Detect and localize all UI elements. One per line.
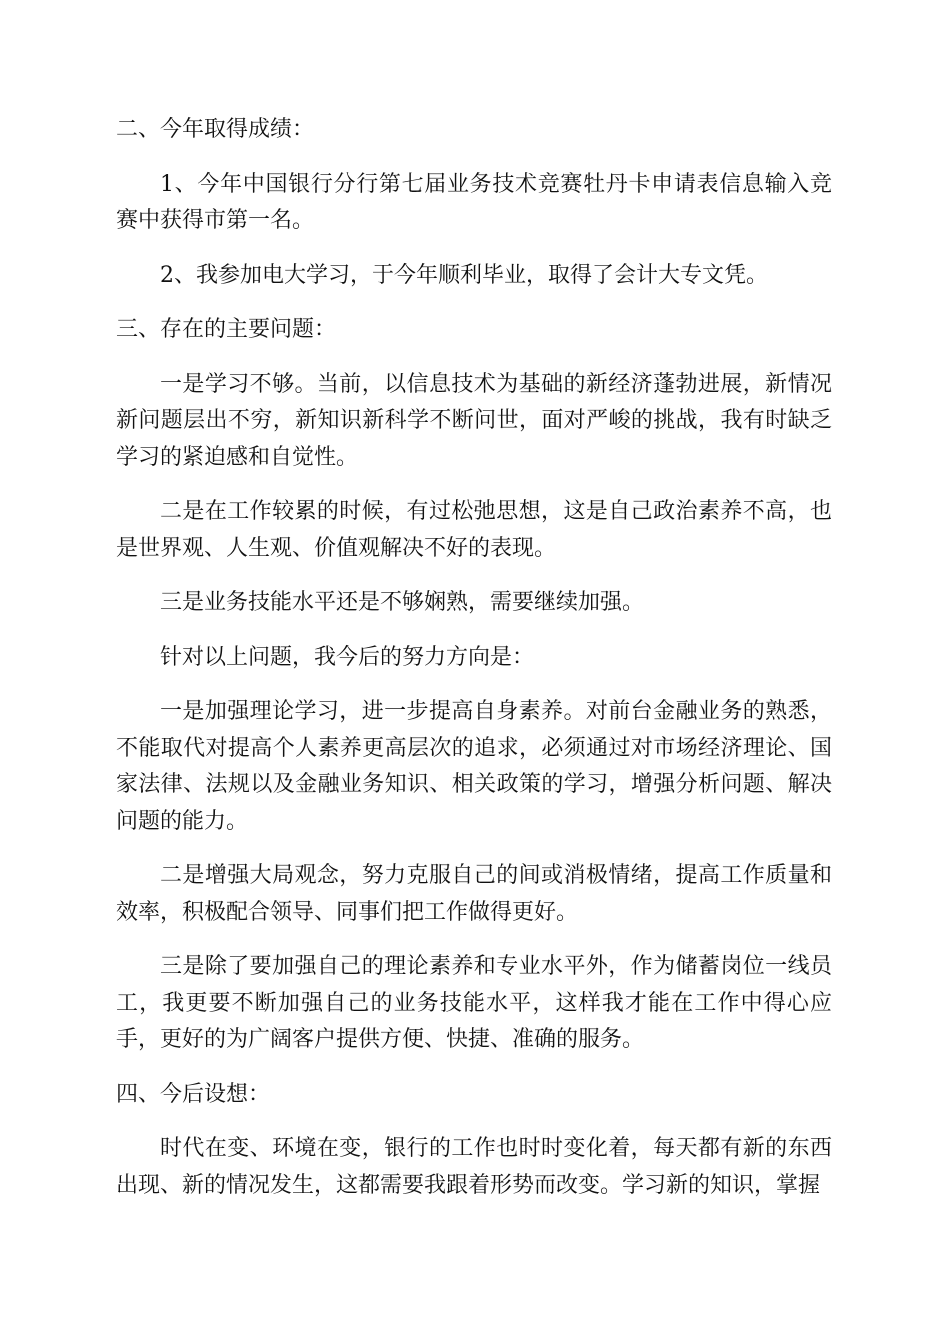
paragraph: 三是除了要加强自己的理论素养和专业水平外，作为储蓄岗位一线员工，我更要不断加强自己的业务技能水平，这样我才能在工作中得心应手，更好的为广阔客户提供方便、快捷、准确的服务。 bbox=[116, 954, 832, 1052]
paragraph: 二是增强大局观念，努力克服自己的间或消极情绪，提高工作质量和效率，积极配合领导、同事们把工作做得更好。 bbox=[116, 863, 832, 925]
document-body bbox=[116, 112, 832, 1222]
paragraph: 三是业务技能水平还是不够娴熟，需要继续加强。 bbox=[160, 590, 645, 615]
paragraph: 二是在工作较累的时候，有过松弛思想，这是自己政治素养不高，也是世界观、人生观、价值观解决不好的表现。 bbox=[116, 499, 832, 561]
paragraph: 1、今年中国银行分行第七届业务技术竞赛牡丹卡申请表信息输入竞赛中获得市第一名。 bbox=[116, 171, 832, 233]
paragraph: 时代在变、环境在变，银行的工作也时时变化着，每天都有新的东西出现、新的情况发生，这都需要我跟着形势而改变。学习新的知识，掌握 bbox=[116, 1136, 832, 1198]
section-heading-achievements: 二、今年取得成绩： bbox=[116, 117, 315, 142]
paragraph: 2、我参加电大学习，于今年顺利毕业，取得了会计大专文凭。 bbox=[160, 262, 768, 288]
paragraph: 一是学习不够。当前，以信息技术为基础的新经济蓬勃进展，新情况新问题层出不穷，新知识新科学不断问世，面对严峻的挑战，我有时缺乏学习的紧迫感和自觉性。 bbox=[116, 371, 832, 470]
section-heading-future-plans: 四、今后设想： bbox=[116, 1081, 271, 1107]
section-heading-problems: 三、存在的主要问题： bbox=[116, 317, 337, 342]
paragraph: 一是加强理论学习，进一步提高自身素养。对前台金融业务的熟悉，不能取代对提高个人素养更高层次的追求，必须通过对市场经济理论、国家法律、法规以及金融业务知识、相关政策的学习，增强分析问题、解决问题的能力。 bbox=[116, 699, 832, 834]
paragraph: 针对以上问题，我今后的努力方向是： bbox=[160, 644, 535, 670]
